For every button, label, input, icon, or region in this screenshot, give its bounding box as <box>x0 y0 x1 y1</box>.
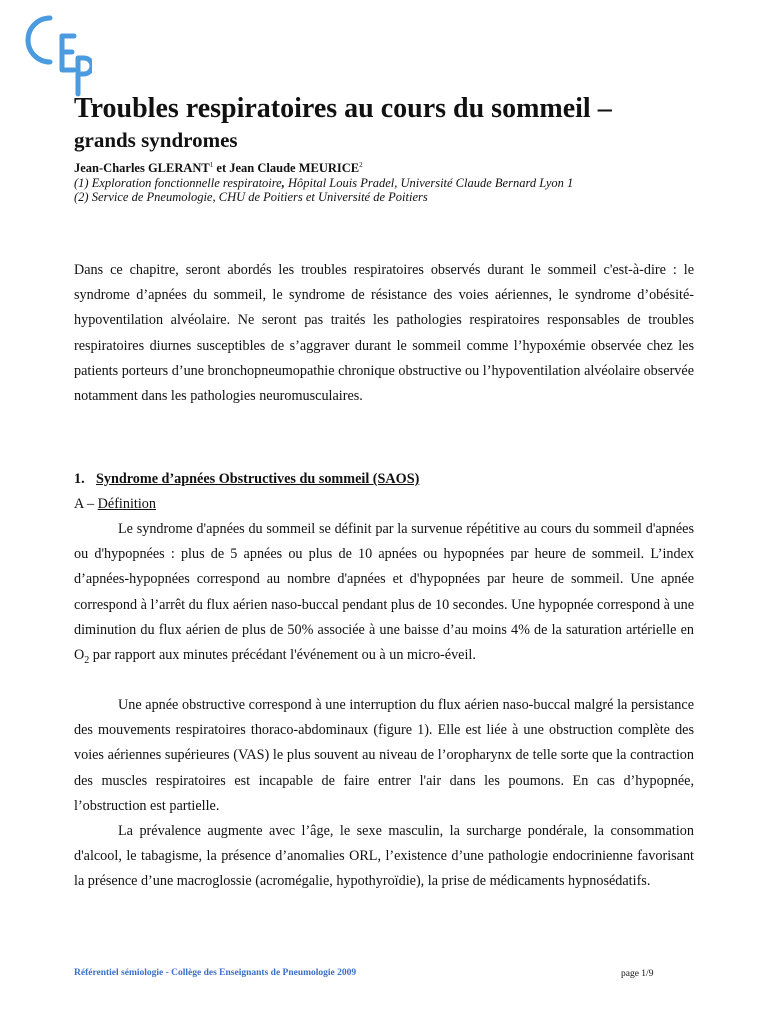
section-title: Syndrome d’apnées Obstructives du sommeil (SAOS) <box>96 471 420 487</box>
definition-text-a: Le syndrome d'apnées du sommeil se définit par la survenue répétitive au cours du sommeil d'apnées ou d'hypopnées : plus de 5 apnées ou plus de 10 apnées ou hypopnées par heure de sommeil. L’index d’apnées-hypopnées correspond au nombre d'apnées et d'hypopnées par heure de sommeil. Une apnée correspond à l’arrêt du flux aérien naso-buccal pendant plus de 10 secondes. Une hypopnée correspond à une diminution du flux aérien de plus de 50% associée à une baisse d’au moins 4% de la saturation artérielle en O <box>74 521 694 664</box>
affiliation-1-hospital: Hôpital Louis Pradel, Université Claude Bernard Lyon 1 <box>284 176 574 190</box>
subsection-title: Définition <box>97 496 156 512</box>
subsection-prefix: A – <box>74 496 98 512</box>
section-number: 1. <box>74 471 85 487</box>
oxygen-subscript: 2 <box>84 654 90 666</box>
author-1: Jean-Charles GLERANT <box>74 161 210 175</box>
intro-paragraph: Dans ce chapitre, seront abordés les troubles respiratoires observés durant le sommeil c'est-à-dire : le syndrome d’apnées du sommeil, le syndrome de résistance des voies aériennes, le syndrome d’obésité-hypoventilation alvéolaire. Ne seront pas traités les pathologies respiratoires responsables de troubles respiratoires diurnes susceptibles de s’aggraver durant le sommeil comme l’hypoxémie observée chez les patients porteurs d’une bronchopneumopathie chronique obstructive ou l’hypoventilation alvéolaire observée notamment dans les pathologies neuromusculaires. <box>74 262 694 405</box>
author-2-ref: 2 <box>359 160 363 169</box>
document-subtitle: grands syndromes <box>74 128 238 152</box>
prevalence-paragraph: La prévalence augmente avec l’âge, le sexe masculin, la surcharge pondérale, la consommation d'alcool, le tabagisme, la présence d’anomalies ORL, l’existence d’une pathologie endocrinienne favorisant la présence d’une macroglossie (acromégalie, hypothyroïdie), la prise de médicaments hypnosédatifs. <box>74 823 694 890</box>
author-joiner: et <box>213 161 230 175</box>
author-2: Jean Claude MEURICE <box>229 161 360 175</box>
affiliation-1 <box>74 176 573 190</box>
author-1-ref: 1 <box>209 160 214 169</box>
footer-reference: Référentiel sémiologie - Collège des Enseignants de Pneumologie 2009 <box>74 968 357 978</box>
document-title: Troubles respiratoires au cours du sommeil – <box>74 93 612 124</box>
obstructive-apnea-paragraph: Une apnée obstructive correspond à une interruption du flux aérien naso-buccal malgré la persistance des mouvements respiratoires thoraco-abdominaux (figure 1). Elle est liée à une obstruction complète des voies aériennes supérieures (VAS) le plus souvent au niveau de l’oropharynx de telle sorte que la contraction des muscles respiratoires est incapable de faire entrer l'air dans les poumons. En cas d’hypopnée, l’obstruction est partielle. <box>74 697 694 814</box>
affiliation-2: (2) Service de Pneumologie, CHU de Poitiers et Université de Poitiers <box>74 190 428 204</box>
definition-text-b: par rapport aux minutes précédant l'événement ou à un micro-éveil. <box>89 647 476 664</box>
affiliation-1-dept: (1) Exploration fonctionnelle respiratoire <box>74 176 282 190</box>
author-line <box>74 160 363 176</box>
subsection-heading <box>74 492 156 517</box>
page-number: page 1/9 <box>621 969 654 979</box>
definition-paragraph <box>74 517 694 668</box>
section-heading <box>74 467 419 492</box>
cep-logo <box>22 14 92 98</box>
affiliation-1-comma: , <box>281 176 285 190</box>
